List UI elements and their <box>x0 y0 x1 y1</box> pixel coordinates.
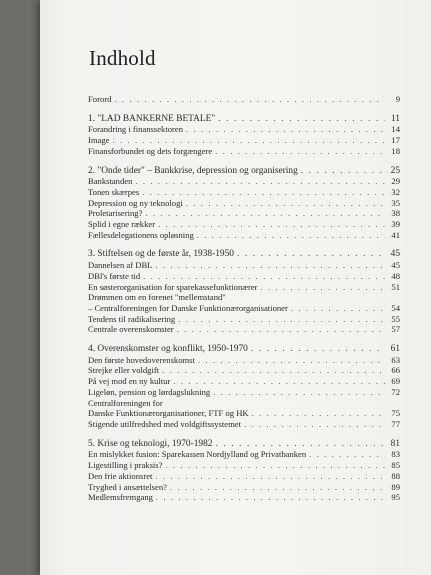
toc-page-number: 32 <box>391 186 400 197</box>
toc-chapter-heading <box>88 114 400 125</box>
toc-entry-title: 2. "Onde tider" – Bankkrise, depression og organisering <box>88 165 298 176</box>
toc-leader-dots <box>112 135 385 146</box>
toc-leader-dots <box>158 219 385 230</box>
toc-entry <box>88 303 400 314</box>
toc-leader-dots <box>215 146 385 157</box>
toc-page-number: 75 <box>391 408 400 419</box>
toc-page-number: 83 <box>391 449 400 460</box>
toc-leader-dots <box>162 365 385 376</box>
toc-leader-dots <box>173 376 385 387</box>
toc-leader-dots <box>237 249 385 260</box>
toc-leader-dots <box>186 198 385 209</box>
toc-entry-title: 3. Stiftelsen og de første år, 1938-1950 <box>88 249 234 260</box>
toc-page-number: 38 <box>391 208 400 219</box>
toc-entry-title: Centralforeningen for <box>88 397 163 408</box>
toc-entry <box>88 387 400 398</box>
toc-leader-dots <box>165 460 385 471</box>
toc-entry <box>88 176 400 187</box>
toc-entry-title: Finansforbundet og dets forgængere <box>88 145 213 156</box>
toc-page-number: 14 <box>391 124 400 135</box>
toc-page-number: 11 <box>390 113 400 124</box>
toc-chapter-heading <box>88 439 400 450</box>
toc-leader-dots <box>178 314 385 325</box>
toc-leader-dots <box>155 471 385 482</box>
toc-entry <box>88 355 400 366</box>
toc-page-number: 41 <box>391 229 400 240</box>
toc-page-number: 29 <box>391 176 400 187</box>
toc-entry-title: 1. "LAD BANKERNE BETALE" <box>88 113 216 124</box>
toc-entry-title: Proletarisering? <box>88 208 143 219</box>
toc-page-number: 66 <box>391 365 400 376</box>
toc-page-number: 25 <box>390 165 400 176</box>
toc-leader-dots <box>218 114 385 125</box>
toc-entry-title: En mislykket fusion: Sparekassen Nordjylland og Privatbanken <box>88 449 307 460</box>
toc-chapter-heading <box>88 249 400 260</box>
toc-entry-title: 4. Overenskomster og konflikt, 1950-1970 <box>88 344 248 355</box>
toc-entry <box>88 408 400 419</box>
toc-entry-title: Medlemsfremgang <box>88 492 153 503</box>
toc-entry <box>88 492 400 503</box>
toc-entry-title: Ligeløn, pension og lørdagslukning <box>88 386 211 397</box>
toc-page-number: 17 <box>391 135 400 146</box>
toc-leader-dots <box>251 344 385 355</box>
page-title: Indhold <box>89 46 156 70</box>
toc-page-number: 51 <box>391 281 400 292</box>
toc-page-number: 18 <box>391 145 400 156</box>
toc-entry <box>88 135 400 146</box>
toc-page-number: 9 <box>395 94 400 104</box>
toc-entry <box>88 376 400 387</box>
toc-entry-title: Den første hovedoverenskomst <box>88 354 195 365</box>
toc-page-number: 72 <box>391 386 400 397</box>
toc-page-number: 48 <box>391 270 400 281</box>
toc-leader-dots <box>252 408 385 419</box>
toc-entry-title: Depression og ny teknologi <box>88 197 183 208</box>
toc-entry <box>88 314 400 325</box>
toc-page-number: 95 <box>391 492 400 503</box>
toc-page-number: 45 <box>391 260 400 271</box>
toc-entry <box>88 282 400 293</box>
toc-entry-title: Forandring i finanssektoren <box>88 124 183 135</box>
toc-page-number: 69 <box>391 376 400 387</box>
toc-leader-dots <box>186 124 385 135</box>
toc-leader-dots <box>291 303 385 314</box>
toc-leader-dots <box>309 449 385 460</box>
toc-leader-dots <box>197 230 385 241</box>
toc-entry-title: Fællesdelegationens opløsning <box>88 229 194 240</box>
toc-leader-dots <box>142 187 385 198</box>
toc-entry <box>88 471 400 482</box>
toc-entry-title: Splid i egne rækker <box>88 219 156 230</box>
toc-entry <box>88 208 400 219</box>
toc-entry-title: – Centralforeningen for Danske Funktionærorganisationer <box>88 302 288 313</box>
table-of-contents <box>88 94 400 503</box>
toc-entry <box>88 219 400 230</box>
toc-leader-dots <box>198 355 385 366</box>
toc-entry <box>88 124 400 135</box>
toc-entry-title: Tryghed i ansættelsen? <box>88 481 167 492</box>
toc-leader-dots <box>170 482 385 493</box>
toc-page-number: 89 <box>391 481 400 492</box>
toc-entry-title: Image <box>88 135 110 146</box>
toc-page-number: 55 <box>391 313 400 324</box>
toc-entry <box>88 187 400 198</box>
toc-chapter-heading <box>88 344 400 355</box>
toc-page-number: 81 <box>390 438 400 449</box>
toc-entry-title: Tonen skærpes <box>88 186 140 197</box>
toc-page-number: 85 <box>391 460 400 471</box>
toc-leader-dots <box>143 271 385 282</box>
toc-entry-title: Strejke eller voldgift <box>88 365 160 376</box>
toc-entry-title: Dannelsen af DBL <box>88 260 153 271</box>
toc-entry <box>88 198 400 209</box>
toc-entry <box>88 260 400 271</box>
toc-entry <box>88 271 400 282</box>
toc-entry <box>88 482 400 493</box>
toc-chapter-heading <box>88 166 400 177</box>
toc-page-number: 61 <box>390 344 400 355</box>
toc-entry <box>88 449 400 460</box>
toc-entry-title: Bankstanden <box>88 176 133 187</box>
toc-page-number: 45 <box>390 249 400 260</box>
toc-entry-title: Tendens til radikalisering <box>88 313 176 324</box>
toc-entry <box>88 365 400 376</box>
toc-entry-title: Forord <box>88 94 112 104</box>
toc-page-number: 88 <box>391 470 400 481</box>
toc-entry <box>88 419 400 430</box>
toc-leader-dots <box>114 94 385 105</box>
toc-page-number: 35 <box>391 197 400 208</box>
toc-entry-title: En søsterorganisation for sparekassefunktionærer <box>88 281 258 292</box>
toc-leader-dots <box>301 166 385 177</box>
toc-entry-title: På vej mod en ny kultur <box>88 376 171 387</box>
toc-entry-title: Danske Funktionærorganisationer, FTF og HK <box>88 408 249 419</box>
toc-leader-dots <box>215 439 385 450</box>
toc-leader-dots <box>261 282 385 293</box>
toc-leader-dots <box>244 419 385 430</box>
toc-entry <box>88 460 400 471</box>
toc-entry-title: DBl's første tid <box>88 270 141 281</box>
toc-leader-dots <box>135 176 385 187</box>
toc-entry <box>88 146 400 157</box>
toc-entry <box>88 324 400 335</box>
toc-page-number: 54 <box>391 302 400 313</box>
toc-entry-title: 5. Krise og teknologi, 1970-1982 <box>88 438 213 449</box>
toc-entry-title: Stigende utilfredshed med voldgiftssystemet <box>88 418 241 429</box>
toc-leader-dots <box>145 208 385 219</box>
book-page <box>40 0 431 575</box>
toc-entry-title: Centrale overenskomster <box>88 324 174 335</box>
toc-page-number: 63 <box>391 354 400 365</box>
toc-entry-title: Drømmen om en forenet "mellemstand" <box>88 292 226 303</box>
toc-page-number: 57 <box>391 324 400 335</box>
toc-entry <box>88 230 400 241</box>
toc-page-number: 77 <box>391 418 400 429</box>
toc-leader-dots <box>213 387 385 398</box>
toc-leader-dots <box>155 260 385 271</box>
toc-entry-title: Den frie aktionsret <box>88 470 153 481</box>
toc-leader-dots <box>156 492 385 503</box>
toc-entry <box>88 398 400 409</box>
toc-entry <box>88 292 400 303</box>
toc-entry <box>88 94 400 105</box>
toc-entry-title: Ligestilling i praksis? <box>88 460 163 471</box>
toc-page-number: 39 <box>391 219 400 230</box>
toc-leader-dots <box>177 324 385 335</box>
